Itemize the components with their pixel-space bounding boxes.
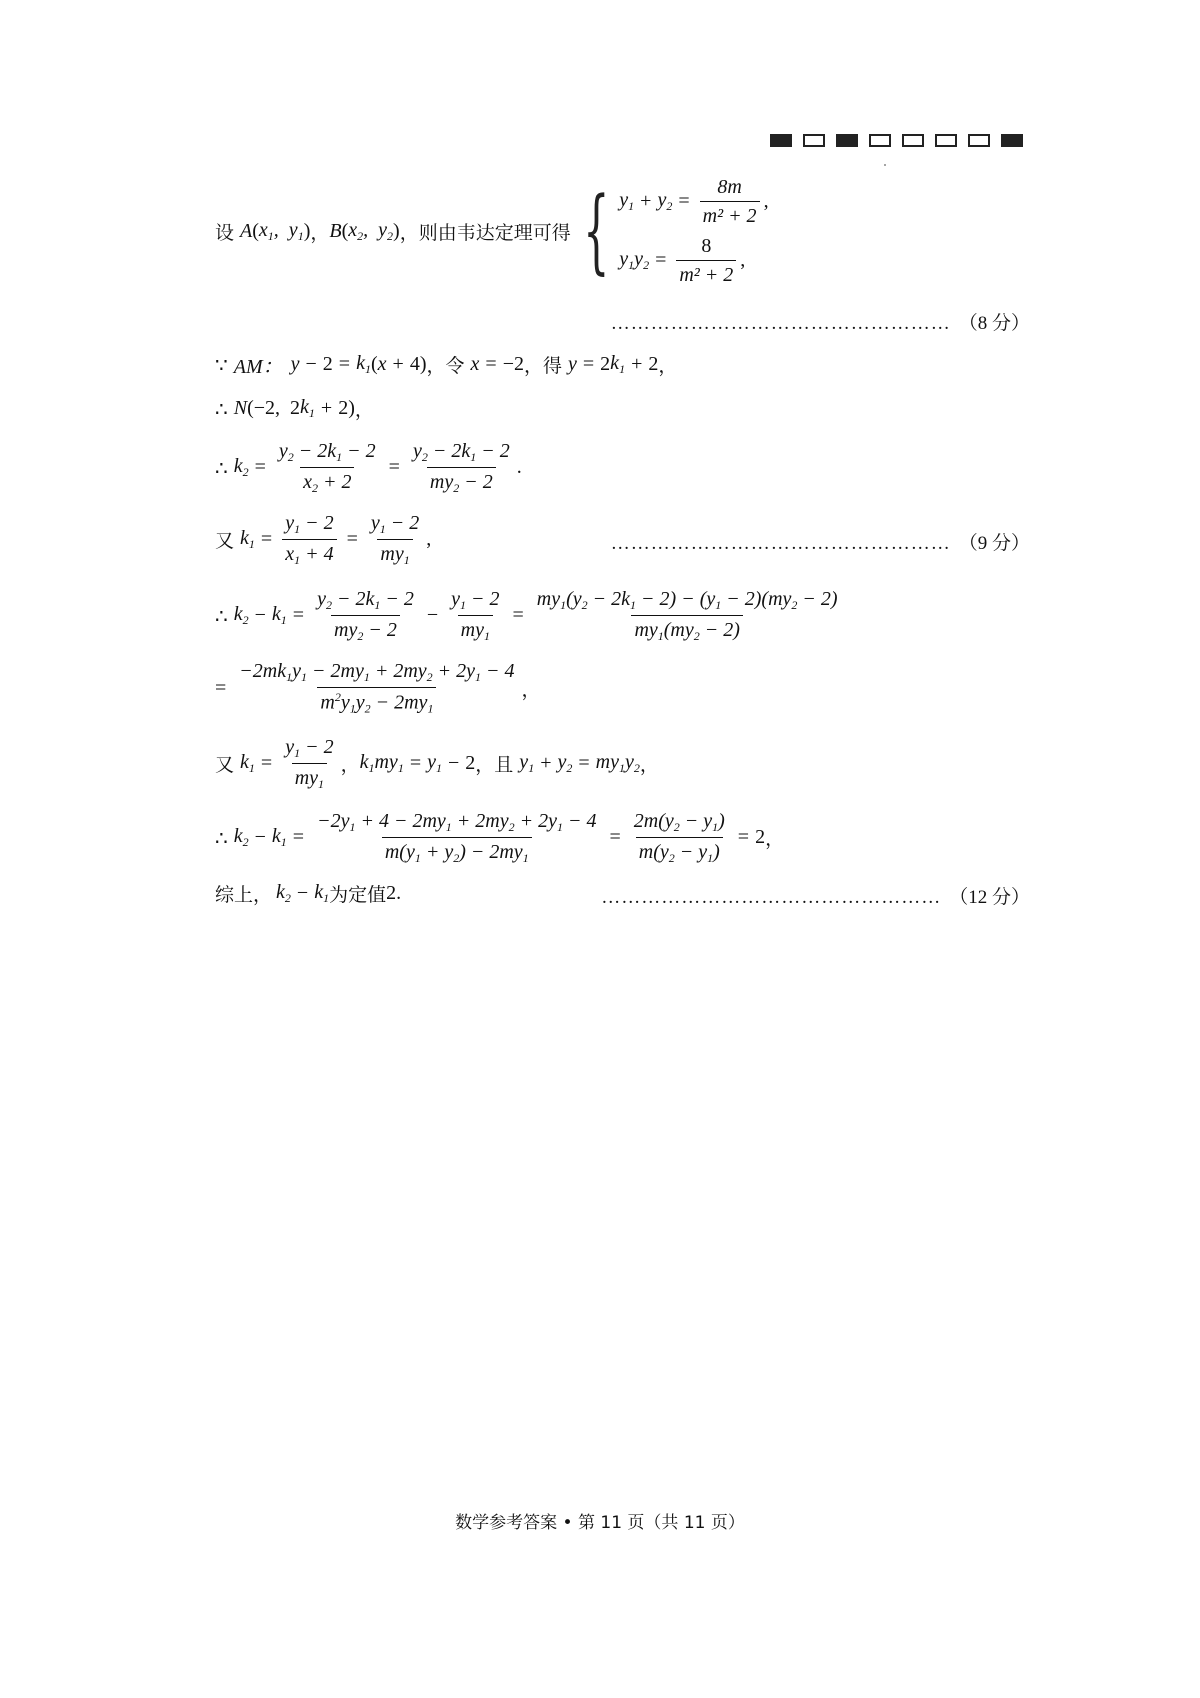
op: −	[296, 882, 309, 904]
math: $k_1$	[314, 881, 330, 905]
numerator: 8	[701, 235, 712, 257]
text-you: 又	[215, 754, 235, 777]
numerator: $y_1 - 2$	[370, 512, 420, 536]
math: $y_2$	[657, 189, 673, 213]
math: 2	[322, 353, 333, 375]
denominator: m² + 2	[700, 201, 760, 227]
op: =	[260, 528, 273, 551]
marker-block	[902, 134, 924, 147]
period: .	[396, 882, 402, 904]
op: +	[540, 752, 552, 775]
line-k2-minus-k1	[215, 588, 845, 643]
score-label: （12 分）	[949, 887, 1030, 908]
comma: ，	[426, 355, 446, 377]
line-k2	[215, 440, 522, 495]
op: −	[254, 826, 266, 849]
therefore-symbol: ∴	[215, 455, 228, 480]
numerator: $-2y_1 + 4 - 2my_1 + 2my_2 + 2y_1 - 4$	[317, 810, 597, 834]
op: −	[305, 353, 317, 375]
denominator: $my_1$	[458, 615, 493, 643]
text-you: 又	[215, 530, 235, 553]
math: $k_1$	[610, 352, 626, 376]
paren: (	[341, 219, 349, 242]
paren: )	[393, 219, 400, 242]
therefore-symbol: ∴	[215, 825, 228, 850]
fraction	[276, 440, 379, 495]
score-9	[611, 528, 1030, 555]
math: $k_1my_1$	[359, 751, 404, 776]
math: N	[233, 397, 248, 419]
math: $my_1y_2$	[595, 751, 640, 776]
left-brace: {	[582, 177, 610, 284]
marker-block	[869, 134, 891, 147]
op: =	[609, 826, 621, 849]
marker-block	[836, 134, 858, 147]
line-am	[215, 350, 677, 379]
system-row-product	[619, 235, 768, 286]
comma: ，	[475, 754, 495, 777]
fraction	[282, 512, 336, 567]
op: =	[346, 528, 358, 551]
denominator: $my_2 - 2$	[427, 467, 496, 495]
math: 2	[600, 353, 611, 375]
math: 4)	[409, 353, 427, 375]
math: 2	[755, 826, 766, 849]
math: $x_2$, $y_2$	[348, 218, 394, 243]
paren: )	[303, 219, 311, 242]
fraction	[631, 810, 728, 865]
marker-block	[968, 134, 990, 147]
fraction	[282, 736, 336, 791]
denominator: $m(y_2 - y_1)$	[636, 837, 723, 865]
numerator: $y_2 - 2k_1 - 2$	[278, 440, 376, 464]
text-zongshang: 综上，	[215, 884, 273, 906]
op: +	[631, 353, 643, 375]
comma: ,	[763, 190, 769, 212]
op: =	[737, 826, 750, 849]
fraction	[410, 440, 513, 495]
comma: ，	[765, 828, 785, 851]
comma: ，	[340, 754, 360, 777]
leader-dots: ……………………………………………	[610, 533, 951, 554]
numerator: $y_1 - 2$	[285, 512, 334, 536]
comma: ，	[310, 221, 330, 244]
score-12	[601, 882, 1030, 909]
line-n	[215, 395, 374, 422]
op: =	[409, 752, 422, 775]
denominator: m² + 2	[676, 260, 736, 286]
op: +	[320, 397, 333, 419]
line-k1	[215, 512, 431, 567]
fraction	[676, 235, 736, 286]
math: $k_1$	[240, 751, 255, 776]
op: =	[655, 249, 667, 271]
text-de: 得	[542, 355, 562, 377]
math: 2)	[338, 397, 355, 419]
page-marker-strip	[770, 134, 1023, 147]
vieta-line	[215, 176, 769, 286]
vieta-text: ，则由韦达定理可得	[399, 221, 571, 244]
math: $k_1$	[271, 825, 287, 850]
marker-block	[935, 134, 957, 147]
op: =	[512, 604, 524, 627]
line-am-label: AM：	[233, 356, 283, 378]
period: .	[516, 456, 522, 479]
comma: ,	[740, 249, 746, 271]
op: +	[640, 190, 652, 212]
numerator: $y_1 - 2$	[451, 588, 500, 612]
line-conclusion	[215, 880, 401, 907]
point-a: A	[240, 219, 253, 242]
fraction	[700, 176, 760, 227]
fraction	[368, 512, 422, 567]
text-qie: 且	[494, 754, 514, 777]
paren: (	[370, 353, 378, 375]
math: $k_2$	[276, 881, 291, 905]
comma: ，	[523, 355, 543, 377]
system-rows	[619, 176, 768, 286]
math: $k_1$	[240, 527, 255, 552]
math: y	[290, 353, 300, 375]
constant-value: 2	[386, 882, 397, 904]
op: =	[578, 752, 590, 775]
op: =	[485, 353, 497, 375]
line-substitution	[215, 736, 659, 791]
op: =	[254, 456, 266, 479]
text-she: 设	[215, 221, 235, 244]
math: $k_2$	[233, 825, 249, 850]
op: +	[392, 353, 404, 375]
numerator: $y_2 - 2k_1 - 2$	[412, 440, 510, 464]
fraction	[448, 588, 502, 643]
comma: ，	[354, 399, 374, 421]
op: =	[260, 752, 273, 775]
because-symbol: ∵	[215, 352, 228, 377]
marker-block	[803, 134, 825, 147]
therefore-symbol: ∴	[215, 603, 228, 628]
math: 2	[648, 353, 659, 375]
denominator: $my_1$	[292, 763, 327, 791]
score-label: （8 分）	[958, 313, 1030, 334]
op: =	[292, 826, 305, 849]
math: x	[377, 353, 387, 375]
op: −	[426, 604, 439, 627]
op: =	[292, 604, 305, 627]
comma: ，	[658, 355, 678, 377]
denominator: $my_2 - 2$	[331, 615, 400, 643]
math: $k_1$	[300, 396, 315, 420]
op: −	[254, 604, 266, 627]
speck	[884, 164, 886, 166]
math: $y_1y_2$	[619, 248, 650, 272]
point-b: B	[329, 219, 342, 242]
op: =	[582, 353, 595, 375]
line-result	[215, 810, 784, 865]
denominator: $m^2y_1y_2 - 2my_1$	[317, 687, 436, 716]
op: −	[447, 752, 460, 775]
leader-dots: ……………………………………………	[610, 313, 951, 334]
fraction	[534, 588, 841, 643]
marker-block	[1001, 134, 1023, 147]
numerator: $my_1(y_2 - 2k_1 - 2) - (y_1 - 2)(my_2 - 2)$	[536, 588, 838, 612]
leader-dots: ……………………………………………	[601, 887, 942, 908]
system-row-sum	[619, 176, 768, 227]
comma: ，	[639, 754, 659, 777]
math: $k_2$	[233, 603, 249, 628]
numerator: $-2mk_1y_1 - 2my_1 + 2my_2 + 2y_1 - 4$	[239, 660, 515, 684]
numerator: $2m(y_2 - y_1)$	[633, 810, 725, 834]
comma: ，	[521, 678, 541, 701]
line-expanded	[215, 660, 541, 716]
op: =	[338, 353, 351, 375]
denominator: $x_2 + 2$	[300, 467, 354, 495]
math: $y_1$	[427, 751, 442, 776]
math: y	[568, 353, 577, 375]
fraction	[314, 810, 599, 865]
vieta-system	[575, 176, 769, 286]
math: $y_1$	[619, 189, 635, 213]
score-8	[611, 308, 1030, 335]
denominator: $x_1 + 4$	[282, 539, 336, 567]
denominator: $my_1$	[377, 539, 412, 567]
denominator: $m(y_1 + y_2) - 2my_1$	[382, 837, 532, 865]
denominator: $my_1(my_2 - 2)$	[631, 615, 742, 643]
math: $y_1$	[519, 751, 535, 776]
math: 2	[465, 752, 476, 775]
math: $k_2$	[233, 455, 249, 480]
score-label: （9 分）	[958, 533, 1030, 554]
op: =	[215, 676, 227, 699]
marker-block	[770, 134, 792, 147]
math: −2	[502, 353, 524, 375]
math: $k_1$	[271, 603, 287, 628]
op: =	[388, 456, 400, 479]
text-weidingzhi: 为定值	[329, 884, 387, 906]
math: $y_2$	[557, 751, 573, 776]
fraction	[236, 660, 517, 716]
numerator: 8m	[717, 176, 742, 198]
math: (−2, 2	[247, 397, 301, 419]
numerator: $y_1 - 2$	[285, 736, 334, 760]
fraction	[314, 588, 417, 643]
comma: ,	[426, 528, 432, 551]
math: $x_1$, $y_1$	[258, 218, 304, 243]
text-ling: 令	[445, 355, 465, 377]
op: =	[678, 190, 690, 212]
math: $k_1$	[356, 352, 371, 376]
math: x	[470, 353, 480, 375]
paren: (	[252, 219, 259, 242]
numerator: $y_2 - 2k_1 - 2$	[317, 588, 414, 612]
page-footer: 数学参考答案 • 第 11 页（共 11 页）	[455, 1513, 745, 1533]
therefore-symbol: ∴	[215, 396, 228, 421]
